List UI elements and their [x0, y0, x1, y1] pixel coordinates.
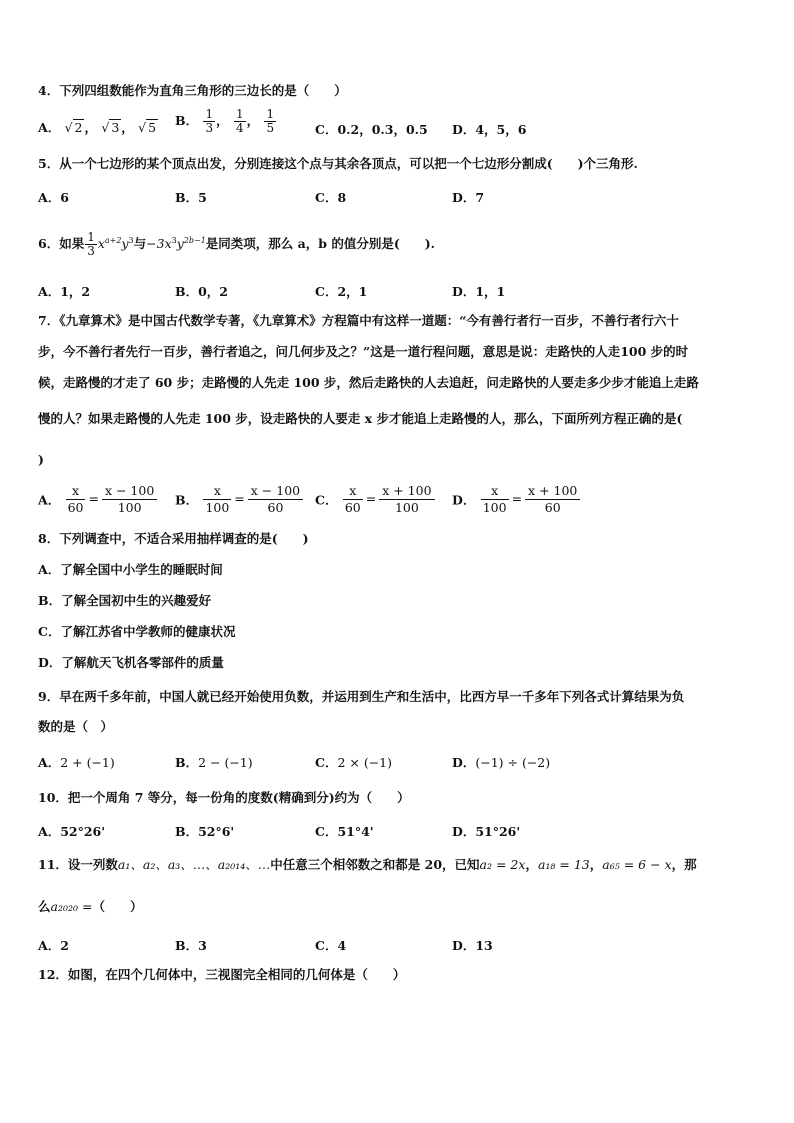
fraction-one-third: $\frac{1}{3}$	[87, 230, 95, 259]
fraction-x-minus-100-over-100: $\frac{x - 100}{100}$	[102, 483, 157, 516]
fraction-x-60-c: $\frac{x}{60}$	[344, 483, 361, 515]
q11-option-a: A．2	[38, 938, 69, 953]
fraction-x-100-d: $\frac{x}{100}$	[482, 483, 507, 515]
q6-option-a: A．1，2	[38, 284, 91, 299]
q7-line-2: 步，今不善行者先行一百步，善行者追之，问几何步及之？”这是一道行程问题，意思是说：走路快的人走100 步的时	[38, 344, 689, 359]
q11-option-d: D．13	[452, 938, 493, 953]
q6-option-b: B．0，2	[175, 284, 228, 299]
q5-stem: 5．从一个七边形的某个顶点出发，分别连接这个点与其余各顶点，可以把一个七边形分割成( )个三角形.	[38, 156, 638, 171]
q6-option-d: D．1，1	[452, 284, 506, 299]
q8-stem: 8．下列调查中，不适合采用抽样调查的是( )	[38, 531, 309, 546]
q9-option-a: A．2 + (−1)	[38, 755, 115, 770]
q4-option-a: A． √ 2 ， √ 3 ， √ 5	[38, 120, 157, 135]
q7-option-b: B． $\frac{x}{100}$ = $\frac{x - 100}{60}$	[175, 483, 304, 516]
q8-option-a: A．了解全国中小学生的睡眠时间	[38, 562, 223, 577]
q10-option-c: C．51°4'	[315, 824, 374, 839]
fraction-x-60: $\frac{x}{60}$	[67, 483, 84, 515]
q4-option-d: D．4，5，6	[452, 122, 527, 137]
q11-option-c: C．4	[315, 938, 347, 953]
q6-stem: 6．如果 $\frac{1}{3}$ $x^{a+2}y^3$与$-3x^3y^{2b-1}$是同类项，那么 a，b 的值分别是( ).	[38, 230, 436, 259]
fraction-1-3: $\frac{1}{3}$	[205, 107, 214, 135]
q9-line-1: 9．早在两千多年前，中国人就已经开始使用负数，并运用到生产和生活中，比西方早一千多年下列各式计算结果为负	[38, 689, 685, 704]
q10-option-d: D．51°26'	[452, 824, 521, 839]
fraction-1-5: $\frac{1}{5}$	[266, 107, 275, 135]
sqrt-5: √ 5	[138, 120, 157, 135]
q7-option-c: C． $\frac{x}{60}$ = $\frac{x + 100}{100}$	[315, 483, 436, 516]
q5-option-a: A．6	[38, 190, 69, 205]
q10-option-b: B．52°6'	[175, 824, 235, 839]
q7-line-5: )	[38, 452, 44, 467]
q8-option-b: B．了解全国初中生的兴趣爱好	[38, 593, 212, 608]
q4-option-b-label: B．	[175, 113, 199, 128]
q5-option-d: D．7	[452, 190, 485, 205]
fraction-x-plus-100-over-60: $\frac{x + 100}{60}$	[525, 483, 580, 516]
q9-option-b: B．2 − (−1)	[175, 755, 253, 770]
q5-option-b: B．5	[175, 190, 207, 205]
q8-option-c: C．了解江苏省中学教师的健康状况	[38, 624, 236, 639]
q7-line-3: 候，走路慢的才走了 60 步；走路慢的人先走 100 步，然后走路快的人去追赶，问走路快的人要走多少步才能追上走路	[38, 375, 699, 390]
q7-option-a: A． $\frac{x}{60}$ = $\frac{x - 100}{100}$	[38, 483, 158, 516]
q9-line-2: 数的是（ ）	[38, 719, 114, 734]
fraction-1-4: $\frac{1}{4}$	[235, 107, 244, 135]
q12-stem: 12．如图，在四个几何体中，三视图完全相同的几何体是（ ）	[38, 967, 406, 982]
q7-line-1: 7．《九章算术》是中国古代数学专著，《九章算术》方程篇中有这样一道题：“今有善行者行一百步，不善行者行六十	[38, 313, 679, 328]
q6-option-c: C．2，1	[315, 284, 368, 299]
q4-option-c: C．0.2，0.3，0.5	[315, 122, 428, 137]
q5-option-c: C．8	[315, 190, 347, 205]
q8-option-d: D．了解航天飞机各零部件的质量	[38, 655, 224, 670]
q4-option-b: B． $\frac{1}{3}$ ， $\frac{1}{4}$ ， $\frac{1}{5}$	[175, 107, 275, 135]
fraction-x-minus-100-over-60: $\frac{x - 100}{60}$	[248, 483, 303, 516]
q7-line-4: 慢的人？如果走路慢的人先走 100 步，设走路快的人要走 x 步才能追上走路慢的人，那么，下面所列方程正确的是(	[38, 411, 683, 426]
q7-option-d: D． $\frac{x}{100}$ = $\frac{x + 100}{60}$	[452, 483, 581, 516]
sqrt-3: √ 3	[101, 120, 120, 135]
fraction-x-plus-100-over-100: $\frac{x + 100}{100}$	[379, 483, 434, 516]
q4-stem: 4．下列四组数能作为直角三角形的三边长的是（ ）	[38, 83, 347, 98]
q10-option-a: A．52°26'	[38, 824, 106, 839]
q11-option-b: B．3	[175, 938, 207, 953]
sqrt-2: √ 2	[64, 120, 83, 135]
q11-line-1: 11．设一列数a₁、a₂、a₃、…、a₂₀₁₄、…中任意三个相邻数之和都是 20，已知a₂ = 2x，a₁₈ = 13，a₆₅ = 6 − x，那	[38, 857, 697, 872]
q11-line-2: 么a₂₀₂₀ =（ ）	[38, 899, 143, 914]
fraction-x-100: $\frac{x}{100}$	[205, 483, 230, 515]
q4-option-a-label: A．	[38, 120, 61, 135]
q9-option-d: D．(−1) ÷ (−2)	[452, 755, 551, 770]
q9-option-c: C．2 × (−1)	[315, 755, 393, 770]
q10-stem: 10．把一个周角 7 等分，每一份角的度数(精确到分)约为（ ）	[38, 790, 410, 805]
